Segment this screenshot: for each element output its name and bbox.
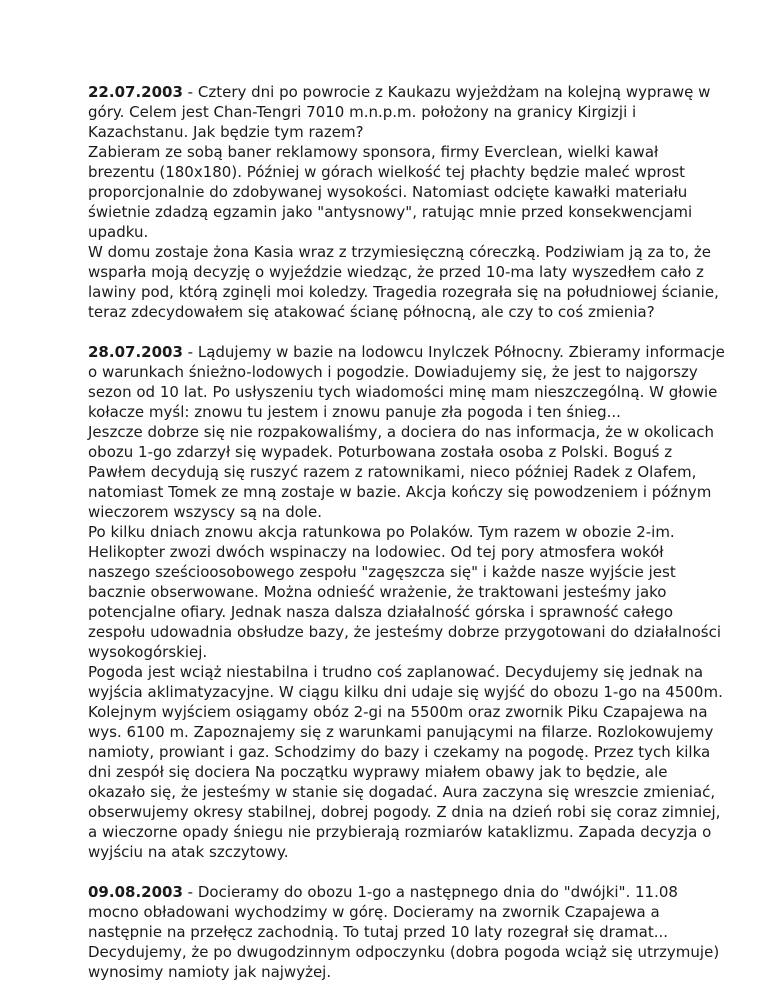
entry-date: 28.07.2003	[88, 343, 183, 361]
date-separator: -	[182, 83, 198, 101]
entry-paragraph: Po kilku dniach znowu akcja ratunkowa po Polaków. Tym razem w obozie 2-im. Helikopter zwozi dwóch wspinaczy na lodowiec. Od tej pory atmosfera wokół naszego sześcioosobowego zespołu "zagęszcza się" i każde nasze wyjście jest bacznie obserwowane. Można odnieść wrażenie, że traktowani jesteśmy jako potencjalne ofiary. Jednak nasza dalsza działalność górska i sprawność całego zespołu udowadnia obsłudze bazy, że jesteśmy dobrze przygotowani do działalności wysokogórskiej.	[88, 523, 722, 661]
entry-paragraph	[88, 882, 728, 982]
diary-entry-2003-08-09	[88, 882, 728, 982]
date-separator: -	[182, 883, 198, 901]
entry-text: Lądujemy w bazie na lodowcu Inylczek Północny. Zbieramy informacje o warunkach śnieżno-lodowych i pogodzie. Dowiadujemy się, że jest to najgorszy sezon od 10 lat. Po usłyszeniu tych wiadomości minę mam nieszczególną. W głowie kołacze myśl: znowu tu jestem i znowu panuje zła pogoda i ten śnieg...	[88, 343, 725, 421]
entry-date: 22.07.2003	[88, 83, 183, 101]
entry-paragraph: W domu zostaje żona Kasia wraz z trzymiesięczną córeczką. Podziwiam ją za to, że wsparła moją decyzję o wyjeździe wiedząc, że przed 10-ma laty wyszedłem cało z lawiny pod, którą zginęli moi koledzy. Tragedia rozegrała się na południowej ścianie, teraz zdecydowałem się atakować ścianę północną, ale czy to coś zmienia?	[88, 243, 719, 321]
entry-paragraph	[88, 342, 728, 422]
entry-text: Cztery dni po powrocie z Kaukazu wyjeżdżam na kolejną wyprawę w góry. Celem jest Chan-Tengri 7010 m.n.p.m. położony na granicy Kirgizji i Kazachstanu. Jak będzie tym razem?	[88, 83, 711, 141]
document-page	[88, 82, 728, 1002]
entry-paragraph	[88, 82, 728, 142]
entry-paragraph: Zabieram ze sobą baner reklamowy sponsora, firmy Everclean, wielki kawał brezentu (180x180). Później w górach wielkość tej płachty będzie maleć wprost proporcjonalnie do zdobywanej wysokości. Natomiast odcięte kawałki materiału świetnie zdadzą egzamin jako "antysnowy", ratując mnie przed konsekwencjami upadku.	[88, 143, 693, 241]
date-separator: -	[182, 343, 198, 361]
entry-paragraph: Pogoda jest wciąż niestabilna i trudno coś zaplanować. Decydujemy się jednak na wyjścia aklimatyzacyjne. W ciągu kilku dni udaje się wyjść do obozu 1-go na 4500m. Kolejnym wyjściem osiągamy obóz 2-gi na 5500m oraz zwornik Piku Czapajewa na wys. 6100 m. Zapoznajemy się z warunkami panującymi na filarze. Rozlokowujemy namioty, prowiant i gaz. Schodzimy do bazy i czekamy na pogodę. Przez tych kilka dni zespół się dociera Na początku wyprawy miałem obawy jak to będzie, ale okazało się, że jesteśmy w stanie się dogadać. Aura zaczyna się wreszcie zmieniać, obserwujemy okresy stabilnej, dobrej pogody. Z dnia na dzień robi się coraz zimniej, a wieczorne opady śniegu nie przybierają rozmiarów kataklizmu. Zapada decyzja o wyjściu na atak szczytowy.	[88, 663, 723, 861]
entry-paragraph: Jeszcze dobrze się nie rozpakowaliśmy, a dociera do nas informacja, że w okolicach obozu 1-go zdarzył się wypadek. Poturbowana została osoba z Polski. Boguś z Pawłem decydują się ruszyć razem z ratownikami, nieco później Radek z Olafem, natomiast Tomek ze mną zostaje w bazie. Akcja kończy się powodzeniem i późnym wieczorem wszyscy są na dole.	[88, 423, 715, 521]
entry-text: Docieramy do obozu 1-go a następnego dnia do "dwójki". 11.08 mocno obładowani wychodzimy w górę. Docieramy na zwornik Czapajewa a następnie na przełęcz zachodnią. To tutaj przed 10 laty rozegrał się dramat... Decydujemy, że po dwugodzinnym odpoczynku (dobra pogoda wciąż się utrzymuje) wynosimy namioty jak najwyżej.	[88, 883, 720, 981]
diary-entry-2003-07-28	[88, 342, 728, 862]
diary-entry-2003-07-22	[88, 82, 728, 322]
entry-date: 09.08.2003	[88, 883, 183, 901]
